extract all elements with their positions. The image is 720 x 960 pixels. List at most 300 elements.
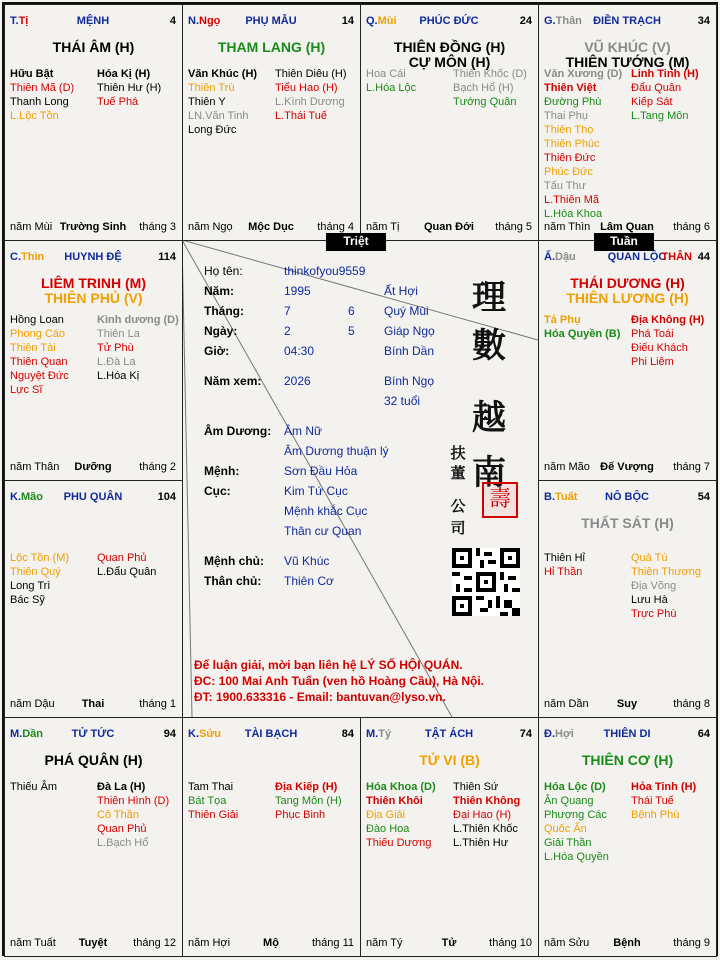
star: Bát Tọa (188, 795, 227, 807)
palace-stem: K. (188, 728, 199, 740)
star: Hóa Quyền (B) (544, 328, 621, 340)
star: L.Bạch Hổ (97, 837, 149, 849)
star: Thiên Giải (188, 809, 239, 821)
palace-header (544, 728, 710, 742)
palace-stem: C. (10, 251, 21, 263)
month-label: tháng 9 (673, 937, 710, 949)
palace-tuat[interactable] (538, 480, 717, 718)
main-star: CỰ MÔN (H) (408, 54, 491, 70)
palace-name: TỬ TỨC (71, 728, 115, 740)
stars-right (97, 67, 183, 109)
stars-right (275, 780, 361, 822)
year-label: Năm: (204, 284, 235, 298)
hour-value: 04:30 (284, 344, 315, 358)
main-star: VŨ KHÚC (V) (584, 39, 671, 55)
palace-dan[interactable] (4, 717, 183, 957)
star: Quả Tú (631, 552, 668, 564)
star: L.Thiên Mã (544, 194, 600, 206)
month-label: tháng 7 (673, 461, 710, 473)
year-cycle: năm Tý (366, 937, 403, 949)
year-cycle: năm Thân (10, 461, 60, 473)
star: Lộc Tồn (M) (10, 552, 70, 564)
palace-name: NÔ BỘC (605, 491, 649, 503)
palace-number: 24 (519, 15, 532, 27)
star: Thiếu Âm (10, 781, 58, 793)
palace-number: 14 (341, 15, 354, 27)
star: Thiên Mã (D) (10, 82, 75, 94)
star: Thiên Hình (D) (97, 795, 170, 807)
year-cycle: năm Dần (544, 698, 589, 710)
star: Hóa Khoa (D) (366, 781, 436, 793)
star: Ân Quang (544, 795, 594, 807)
month-lunar: 6 (348, 304, 355, 318)
star: Phá Toái (631, 328, 674, 340)
contact-line-2: ĐC: 100 Mai Anh Tuấn (ven hồ Hoàng Cầu), Hà Nội. (194, 674, 485, 688)
star: Thiên Tài (10, 342, 56, 354)
star: Văn Xương (D) (544, 68, 623, 80)
palace-header (544, 15, 710, 29)
palace-footer (10, 221, 176, 234)
life-stage: Tuyệt (78, 937, 108, 949)
year-cycle: năm Thìn (544, 221, 591, 233)
year-cycle: năm Sửu (544, 937, 590, 949)
month-label: tháng 5 (495, 221, 532, 233)
palace-header (10, 251, 176, 265)
star: L.Tang Môn (631, 110, 689, 122)
star: Tiểu Hao (H) (275, 82, 338, 94)
calligraphy-char-2: 數 (472, 326, 506, 366)
star: Kình dương (D) (97, 314, 179, 326)
palace-branch: Tuất (555, 491, 578, 503)
palace-ty[interactable] (360, 717, 539, 957)
palace-number: 104 (157, 491, 176, 503)
palace-name: TẬT ÁCH (424, 728, 474, 740)
palace-name: TÀI BẠCH (244, 728, 298, 740)
star: Thiên Thọ (544, 124, 594, 136)
palace-name: PHU QUÂN (63, 491, 123, 503)
calligraphy-char-1: 理 (472, 278, 506, 318)
star: Bác Sỹ (10, 594, 45, 606)
palace-branch: Tị (18, 15, 29, 27)
star: Quan Phủ (97, 823, 147, 835)
star: Quốc Ấn (544, 823, 587, 835)
star: Linh Tinh (H) (631, 68, 699, 80)
year-cycle: năm Mão (544, 461, 590, 473)
main-star: LIÊM TRINH (M) (41, 275, 146, 291)
palace-than[interactable] (538, 4, 717, 241)
main-star: THIÊN ĐỒNG (H) (393, 39, 506, 55)
palace-name-secondary: THÂN (661, 251, 692, 263)
body-lord-label: Thân chủ: (204, 574, 262, 588)
palace-footer (10, 461, 176, 474)
star: Điếu Khách (631, 342, 688, 354)
palace-footer (544, 698, 710, 711)
triet-tag: Triệt (326, 233, 386, 251)
star: Tuế Phá (97, 96, 139, 108)
star: Thiên Đức (544, 152, 596, 164)
stars-left (544, 551, 630, 579)
month-label: tháng 11 (311, 937, 354, 949)
palace-branch: Ngọ (199, 15, 221, 27)
palace-name: QUAN LỘC (607, 251, 667, 263)
palace-branch: Dậu (555, 251, 576, 263)
palace-stem: Q. (366, 15, 378, 27)
month-label: Tháng: (204, 304, 244, 318)
star: Đà La (H) (97, 781, 146, 793)
palace-branch: Dần (22, 728, 44, 740)
stars-left (544, 67, 630, 221)
palace-number: 94 (163, 728, 176, 740)
contact-line-1: Để luận giải, mời bạn liên hệ LÝ SỐ HỘI QUÁN. (194, 658, 463, 672)
star: Hồng Loan (10, 314, 64, 326)
star: Thiên Sứ (453, 781, 499, 793)
palace-stem: G. (544, 15, 556, 27)
star: Thiên Trù (188, 82, 235, 94)
palace-header (366, 728, 532, 742)
year-cycle: năm Hợi (188, 937, 231, 949)
palace-suu[interactable] (182, 717, 361, 957)
star: Địa Giải (366, 809, 406, 821)
stars-left (188, 67, 274, 137)
star: Hỉ Thần (544, 566, 583, 578)
star: Hỏa Tinh (H) (631, 781, 697, 793)
palace-number: 4 (169, 15, 176, 27)
life-stage: Mộ (263, 937, 279, 949)
star: Đường Phù (544, 96, 602, 108)
age-value: 32 tuổi (384, 394, 421, 408)
palace-hoi[interactable] (538, 717, 717, 957)
star: Lực Sĩ (10, 384, 43, 396)
name-label: Họ tên: (204, 264, 243, 278)
main-star: THÁI ÂM (H) (52, 39, 135, 55)
star: Long Đức (188, 124, 237, 136)
stars-left (544, 780, 630, 864)
life-stage: Bệnh (613, 937, 641, 949)
palace-number: 74 (519, 728, 532, 740)
palace-stem: Đ. (544, 728, 555, 740)
star: Thiên Diêu (H) (275, 68, 347, 80)
yinyang-relation: Âm Dương thuận lý (284, 444, 389, 458)
star: L.Thiên Khốc (453, 823, 518, 835)
star: L.Hóa Lộc (366, 82, 417, 94)
star: Đại Hao (H) (453, 809, 512, 821)
contact-line-3: ĐT: 1900.633316 - Email: bantuvan@lyso.vn. (194, 690, 446, 704)
star: Thiên Quan (10, 356, 68, 368)
stars-right (453, 780, 539, 850)
stars-right (631, 313, 717, 369)
palace-branch: Tý (378, 728, 392, 740)
day-lunar: 5 (348, 324, 355, 338)
star: Địa Võng (631, 580, 677, 592)
star: L.Thái Tuế (275, 110, 327, 122)
star: Tử Phù (97, 342, 134, 354)
destiny-lord-value: Vũ Khúc (284, 554, 330, 568)
day-solar: 2 (284, 324, 291, 338)
life-stage: Trường Sinh (59, 221, 127, 233)
star: Hóa Lộc (D) (544, 781, 606, 793)
star: Phong Cáo (10, 328, 66, 340)
hour-canchi: Bính Dần (384, 344, 435, 358)
stars-right (631, 67, 717, 123)
life-stage: Quan Đới (424, 221, 474, 233)
palace-header (10, 491, 176, 505)
month-label: tháng 1 (139, 698, 176, 710)
palace-footer (10, 698, 176, 711)
cuc-label: Cục: (204, 484, 231, 498)
stars-right (97, 313, 183, 383)
palace-name: PHÚC ĐỨC (419, 15, 479, 27)
main-star: THIÊN CƠ (H) (581, 752, 674, 768)
year-cycle: năm Ngọ (188, 221, 233, 233)
palace-name: MỆNH (76, 15, 110, 27)
main-star: THẤT SÁT (H) (581, 515, 674, 531)
calligraphy-char-3: 越 (472, 398, 506, 438)
star: Thiên Y (188, 96, 226, 108)
palace-stem: Ấ. (544, 251, 555, 263)
palace-number: 54 (697, 491, 710, 503)
stars-left (366, 780, 452, 850)
star: Lưu Hà (631, 594, 668, 606)
main-star: THAM LANG (H) (217, 39, 326, 55)
star: Bệnh Phù (631, 809, 680, 821)
stars-right (631, 780, 717, 822)
star: L.Thiên Hư (453, 837, 509, 849)
view-year-canchi: Bính Ngọ (384, 374, 435, 388)
year-cycle: năm Dậu (10, 698, 55, 710)
palace-branch: Sửu (199, 728, 222, 740)
star: Hóa Kị (H) (97, 68, 151, 80)
stars-left (544, 313, 630, 341)
star: Kiếp Sát (631, 96, 673, 108)
year-cycle: năm Tuất (10, 937, 56, 949)
palace-stem: M. (366, 728, 379, 740)
month-label: tháng 2 (139, 461, 176, 473)
center-info-panel (182, 240, 538, 717)
palace-number: 114 (158, 251, 176, 263)
body-lord-value: Thiên Cơ (284, 574, 334, 588)
palace-dau[interactable] (538, 240, 717, 481)
year-value: 1995 (284, 284, 311, 298)
star: Đào Hoa (366, 823, 410, 835)
main-star: TỬ VI (B) (419, 752, 480, 768)
life-stage: Dưỡng (74, 461, 112, 473)
tuan-tag: Tuần (594, 233, 654, 251)
year-canchi: Ất Hợi (384, 284, 418, 298)
star: Phượng Các (544, 809, 607, 821)
star: Phúc Đức (544, 166, 593, 178)
palace-branch: Thân (555, 15, 582, 27)
seal-text: 壽 (488, 487, 511, 512)
palace-branch: Mão (21, 491, 43, 503)
star: Nguyệt Đức (10, 370, 69, 382)
month-solar: 7 (284, 304, 291, 318)
star: Giải Thần (544, 837, 592, 849)
star: Long Trì (10, 580, 51, 592)
palace-footer (366, 937, 532, 950)
month-label: tháng 8 (673, 698, 710, 710)
star: Thanh Long (10, 96, 69, 108)
palace-mui[interactable] (360, 4, 539, 241)
star: Hữu Bật (10, 68, 54, 80)
life-stage: Lâm Quan (600, 221, 654, 233)
stars-left (10, 67, 96, 123)
star: Thiên Không (453, 795, 521, 807)
star: Trực Phù (631, 608, 677, 620)
star: Bạch Hổ (H) (453, 82, 514, 94)
star: Thai Phụ (544, 110, 589, 122)
star: L.Đẩu Quân (97, 566, 157, 578)
stars-left (188, 780, 274, 822)
life-stage: Tử (441, 937, 457, 949)
month-label: tháng 3 (139, 221, 176, 233)
star: Thiên Hư (H) (97, 82, 162, 94)
yinyang-value: Âm Nữ (284, 424, 323, 438)
stars-left (10, 780, 96, 794)
star: Tang Môn (H) (275, 795, 342, 807)
star: Thiên Thương (631, 566, 702, 578)
month-label: tháng 12 (133, 937, 176, 949)
destiny-label: Mệnh: (204, 464, 240, 478)
star: Tả Phụ (544, 314, 581, 326)
star: Phục Binh (275, 809, 326, 821)
day-canchi: Giáp Ngọ (384, 324, 435, 338)
star: L.Kình Dương (275, 96, 345, 108)
palace-footer (10, 937, 176, 950)
day-label: Ngày: (204, 324, 238, 338)
palace-header (188, 728, 354, 742)
star: L.Đà La (97, 356, 136, 368)
main-star: THIÊN TƯỚNG (M) (565, 54, 690, 70)
qr-code[interactable] (452, 548, 520, 616)
month-canchi: Quý Mùi (384, 304, 429, 318)
vertical-char-2: 董 (450, 464, 466, 482)
life-stage: Mộc Dục (248, 221, 294, 233)
star: Thiếu Dương (366, 837, 432, 849)
year-cycle: năm Tị (366, 221, 400, 233)
palace-header (10, 15, 176, 29)
star: L.Hóa Quyền (544, 851, 609, 863)
view-year-label: Năm xem: (204, 374, 262, 388)
palace-stem: M. (10, 728, 23, 740)
life-stage: Thai (81, 698, 105, 710)
destiny-lord-label: Mệnh chủ: (204, 554, 264, 568)
palace-number: 64 (697, 728, 710, 740)
palace-header (544, 251, 710, 265)
star: Thiên Phúc (544, 138, 600, 150)
star: Thiên Khốc (D) (453, 68, 527, 80)
palace-number: 84 (341, 728, 354, 740)
palace-stem: N. (188, 15, 199, 27)
stars-right (97, 780, 183, 850)
palace-stem: K. (10, 491, 21, 503)
star: LN.Văn Tinh (188, 110, 249, 122)
palace-header (544, 491, 710, 505)
star: Tướng Quân (453, 96, 517, 108)
main-star: THÁI DƯƠNG (H) (570, 275, 685, 291)
destiny-value: Sơn Đầu Hỏa (284, 464, 358, 478)
year-cycle: năm Mùi (10, 221, 53, 233)
star: Địa Không (H) (631, 314, 705, 326)
hour-label: Giờ: (204, 344, 230, 358)
palace-footer (544, 937, 710, 950)
stars-right (97, 551, 183, 579)
star: Đẩu Quân (631, 82, 682, 94)
star: Địa Kiếp (H) (275, 781, 338, 793)
star: L.Hóa Kị (97, 370, 140, 382)
life-stage: Suy (616, 698, 638, 710)
palace-number: 34 (697, 15, 710, 27)
palace-ngo[interactable] (182, 4, 361, 241)
star: L.Lộc Tồn (10, 110, 59, 122)
stars-left (10, 313, 96, 397)
main-star: PHÁ QUÂN (H) (44, 752, 143, 768)
palace-branch: Mùi (377, 15, 397, 27)
vertical-char-4: 司 (450, 519, 466, 537)
stars-right (275, 67, 361, 123)
palace-branch: Thìn (21, 251, 45, 263)
palace-header (366, 15, 532, 29)
star: Hoa Cái (366, 68, 406, 80)
palace-name: THIÊN DI (603, 728, 651, 740)
seal-stamp (482, 482, 518, 518)
stars-left (366, 67, 452, 95)
stars-right (631, 551, 717, 621)
main-star: THIÊN PHỦ (V) (44, 290, 143, 306)
palace-thin[interactable] (4, 240, 183, 481)
palace-footer (544, 461, 710, 474)
main-star: THIÊN LƯƠNG (H) (566, 290, 689, 306)
name-value: thinkofyou9559 (284, 264, 366, 278)
star: Thiên Việt (544, 82, 597, 94)
view-year-value: 2026 (284, 374, 311, 388)
palace-footer (366, 221, 532, 234)
palace-header (10, 728, 176, 742)
vertical-char-3: 公 (450, 497, 466, 515)
star: Thiên Hỉ (544, 552, 585, 564)
star: Văn Khúc (H) (188, 68, 258, 80)
month-label: tháng 6 (673, 221, 710, 233)
cuc-value: Kim Tứ Cục (284, 484, 348, 498)
palace-stem: T. (10, 15, 19, 27)
stars-left (10, 551, 96, 607)
star: Tấu Thư (544, 180, 587, 192)
palace-stem: B. (544, 491, 555, 503)
palace-name: PHỤ MẪU (245, 15, 297, 27)
vertical-char-1: 扶 (450, 444, 466, 462)
life-stage: Đế Vượng (600, 461, 654, 473)
star: Phi Liêm (631, 356, 674, 368)
palace-name: ĐIỀN TRẠCH (593, 15, 661, 27)
stars-right (453, 67, 539, 109)
star: Thái Tuế (631, 795, 674, 807)
star: Thiên La (97, 328, 140, 340)
palace-name: HUYNH ĐỆ (64, 251, 122, 263)
star: Cô Thần (97, 809, 139, 821)
month-label: tháng 4 (317, 221, 354, 233)
palace-mao[interactable] (4, 480, 183, 718)
cuc-relation: Mệnh khắc Cục (284, 504, 368, 518)
palace-branch: Hợi (555, 728, 574, 740)
palace-number: 44 (697, 251, 710, 263)
star: L.Hóa Khoa (544, 208, 603, 220)
body-palace: Thân cư Quan (284, 524, 362, 538)
calligraphy-char-4: 南 (472, 453, 506, 493)
star: Thiên Khôi (366, 795, 423, 807)
palace-ti[interactable] (4, 4, 183, 241)
palace-header (188, 15, 354, 29)
month-label: tháng 10 (489, 937, 532, 949)
star: Quan Phủ (97, 552, 147, 564)
